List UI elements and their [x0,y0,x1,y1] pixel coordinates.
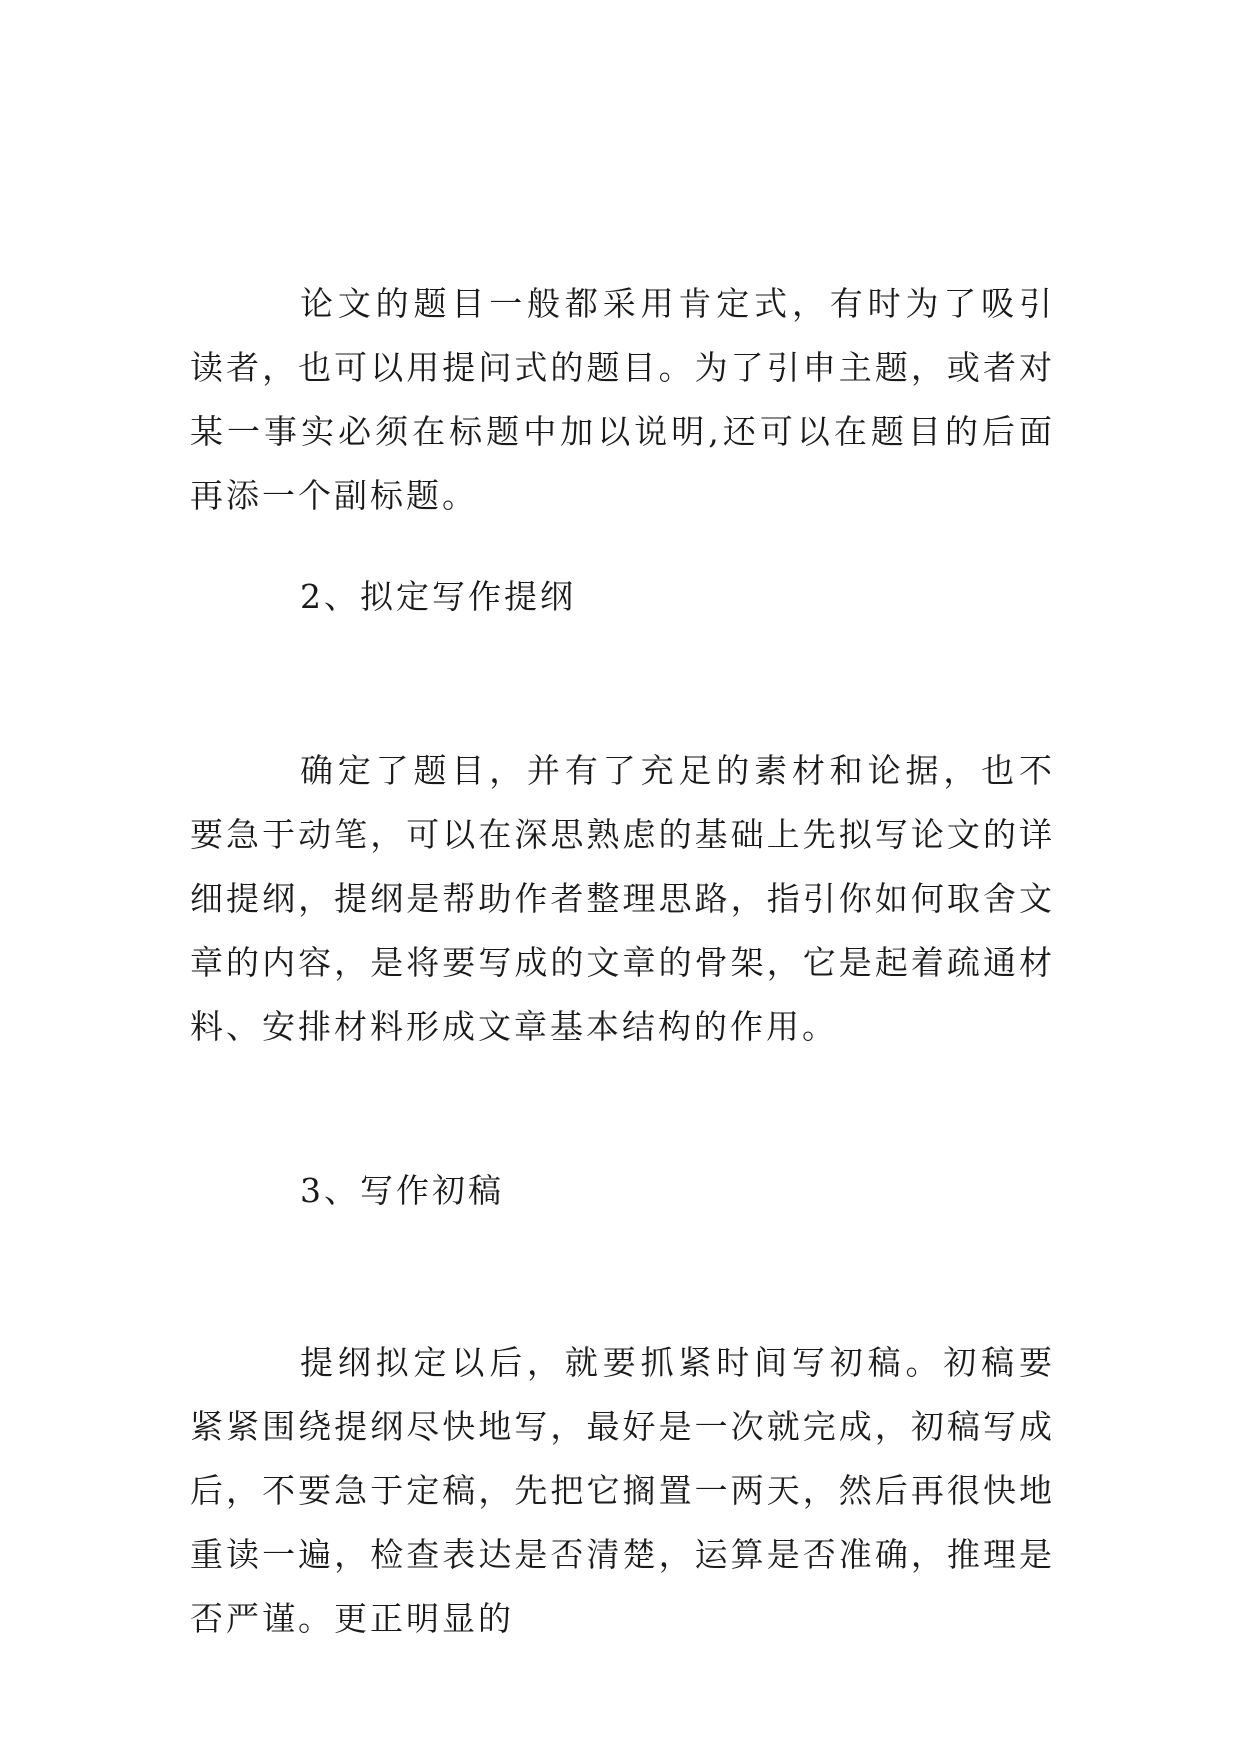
paragraph-title-form: 论文的题目一般都采用肯定式，有时为了吸引读者，也可以用提问式的题目。为了引申主题，或者对某一事实必须在标题中加以说明,还可以在题目的后面再添一个副标题。 [190,284,1055,515]
section-heading-outline: 2、拟定写作提纲 [300,577,576,616]
paragraph-outline: 确定了题目，并有了充足的素材和论据，也不要急于动笔，可以在深思熟虑的基础上先拟写论文的详细提纲，提纲是帮助作者整理思路，指引你如何取舍文章的内容，是将要写成的文章的骨架，它是起着疏通材料、安排材料形成文章基本结构的作用。 [190,751,1055,1046]
section-heading-draft: 3、写作初稿 [300,1171,504,1210]
paragraph-draft: 提纲拟定以后，就要抓紧时间写初稿。初稿要紧紧围绕提纲尽快地写，最好是一次就完成，初稿写成后，不要急于定稿，先把它搁置一两天，然后再很快地重读一遍，检查表达是否清楚，运算是否准确，推理是否严谨。更正明显的 [190,1343,1055,1638]
